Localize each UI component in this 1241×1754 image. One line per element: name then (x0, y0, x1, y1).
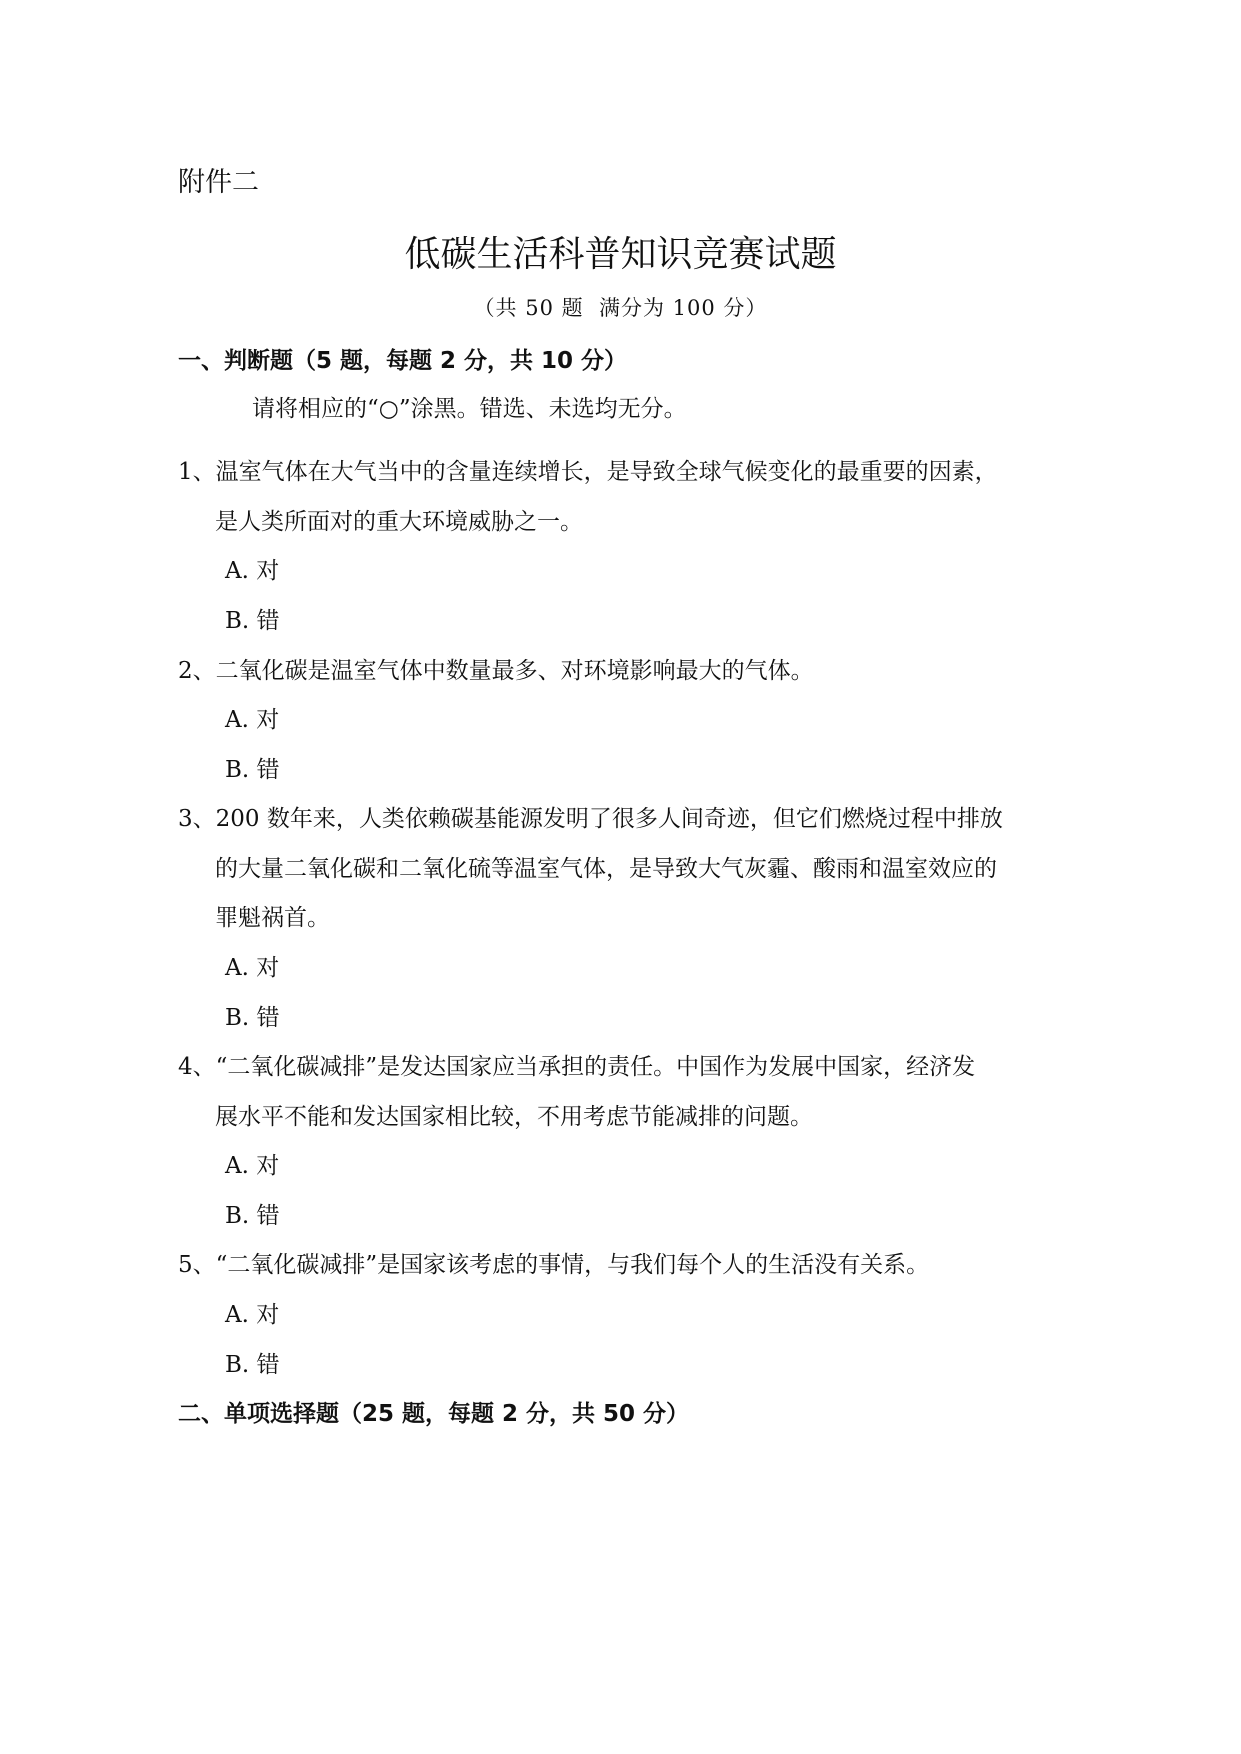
question-1-line-1: 1、温室气体在大气当中的含量连续增长，是导致全球气候变化的最重要的因素， (178, 459, 998, 485)
section-instruction: 请将相应的“○”涂黑。错选、未选均无分。 (252, 396, 687, 422)
question-3-line-2: 的大量二氧化碳和二氧化硫等温室气体，是导致大气灰霾、酸雨和温室效应的 (215, 856, 997, 882)
question-1-option-a: A. 对 (225, 558, 280, 584)
question-1-option-b: B. 错 (225, 608, 280, 634)
question-2-option-a: A. 对 (225, 707, 280, 733)
question-3-line-1: 3、200 数年来，人类依赖碳基能源发明了很多人间奇迹，但它们燃烧过程中排放 (178, 806, 1003, 832)
section-heading-true-false: 一、判断题（5 题，每题 2 分，共 10 分） (178, 348, 628, 374)
question-3-option-b: B. 错 (225, 1005, 280, 1031)
attachment-label: 附件二 (178, 167, 259, 198)
question-5-option-b: B. 错 (225, 1352, 280, 1378)
question-4-line-1: 4、“二氧化碳减排”是发达国家应当承担的责任。中国作为发展中国家，经济发 (178, 1054, 976, 1080)
question-2-option-b: B. 错 (225, 757, 280, 783)
question-5-line-1: 5、“二氧化碳减排”是国家该考虑的事情，与我们每个人的生活没有关系。 (178, 1252, 930, 1278)
question-5-option-a: A. 对 (225, 1302, 280, 1328)
question-4-option-b: B. 错 (225, 1203, 280, 1229)
page-title: 低碳生活科普知识竞赛试题 (404, 234, 837, 275)
question-1-line-2: 是人类所面对的重大环境威胁之一。 (215, 509, 583, 535)
question-4-line-2: 展水平不能和发达国家相比较，不用考虑节能减排的问题。 (215, 1104, 813, 1130)
section-heading-single-choice: 二、单项选择题（25 题，每题 2 分，共 50 分） (178, 1401, 690, 1427)
question-3-line-3: 罪魁祸首。 (215, 905, 330, 931)
page-subtitle: （共 50 题 满分为 100 分） (473, 296, 768, 320)
question-4-option-a: A. 对 (225, 1153, 280, 1179)
question-2-line-1: 2、二氧化碳是温室气体中数量最多、对环境影响最大的气体。 (178, 658, 814, 684)
question-3-option-a: A. 对 (225, 955, 280, 981)
